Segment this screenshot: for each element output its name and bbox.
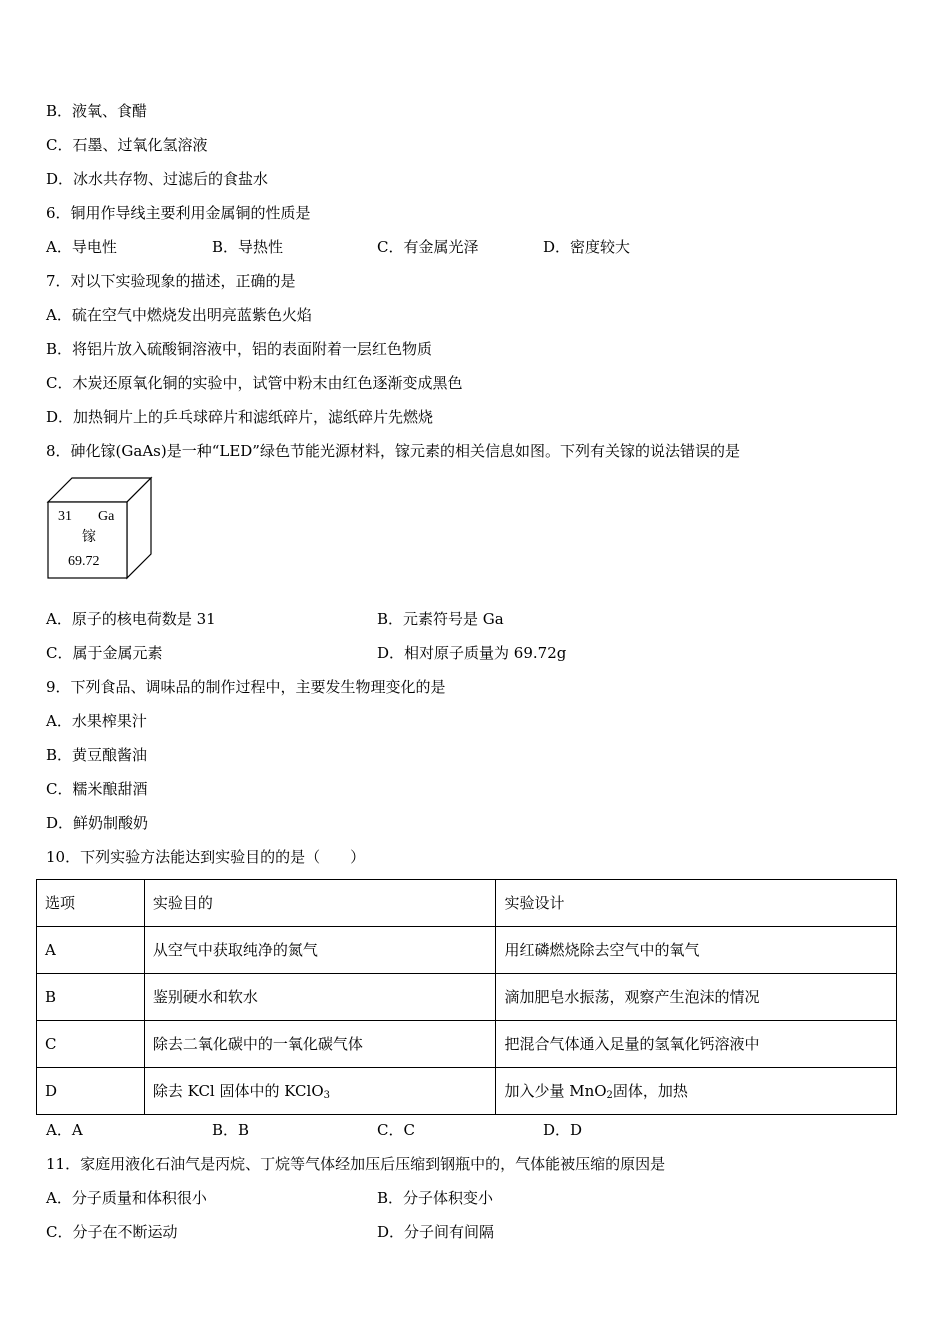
q6-option-c: C．有金属光泽 [377,238,479,256]
table-cell-goal: 鉴别硬水和软水 [144,974,496,1021]
q10-option-c: C．C [377,1121,415,1139]
table-row [37,1021,897,1068]
q8-option-c: C．属于金属元素 [46,644,163,662]
table-header-cell: 选项 [37,880,145,927]
q5-option-b: B．液氧、食醋 [46,102,148,120]
table-cell-option: A [37,927,145,974]
q11-option-b: B．分子体积变小 [377,1189,494,1207]
q6-option-d: D．密度较大 [543,238,631,256]
q8-option-b: B．元素符号是 Ga [377,610,504,628]
q8-option-a: A．原子的核电荷数是 31 [46,610,216,628]
table-cell-option: C [37,1021,145,1068]
q6-stem: 6．铜用作导线主要利用金属铜的性质是 [46,204,311,222]
q9-option-b: B．黄豆酿酱油 [46,746,148,764]
element-symbol: Ga [98,509,115,524]
q8-stem: 8．砷化镓(GaAs)是一种“LED”绿色节能光源材料，镓元素的相关信息如图。下列有关镓的说法错误的是 [46,442,740,460]
element-name: 镓 [82,529,96,545]
table-row [37,927,897,974]
q7-option-b: B．将铝片放入硫酸铜溶液中，铝的表面附着一层红色物质 [46,340,433,358]
q9-stem: 9．下列食品、调味品的制作过程中，主要发生物理变化的是 [46,678,446,696]
q9-option-d: D．鲜奶制酸奶 [46,814,149,832]
q11-option-c: C．分子在不断运动 [46,1223,178,1241]
table-row [37,1068,897,1115]
q10-stem: 10．下列实验方法能达到实验目的的是（ ） [46,848,366,866]
q11-stem: 11．家庭用液化石油气是丙烷、丁烷等气体经加压后压缩到钢瓶中的，气体能被压缩的原因是 [46,1155,666,1173]
q9-option-c: C．糯米酿甜酒 [46,780,148,798]
q9-option-a: A．水果榨果汁 [46,712,147,730]
q5-option-c: C．石墨、过氧化氢溶液 [46,136,208,154]
atomic-number: 31 [58,509,72,524]
design-subscript: 2 [606,1090,613,1101]
atomic-mass: 69.72 [68,554,100,569]
q6-option-b: B．导热性 [212,238,284,256]
q10-option-b: B．B [212,1121,250,1139]
table-cell-option: B [37,974,145,1021]
q8-option-d: D．相对原子质量为 69.72g [377,644,567,662]
design-text: 加入少量 MnO [504,1082,607,1100]
experiment-table [36,879,897,1115]
element-card-gallium [46,476,154,580]
table-cell-goal: 除去二氧化碳中的一氧化碳气体 [144,1021,496,1068]
table-cell-design: 把混合气体通入足量的氢氧化钙溶液中 [496,1021,897,1068]
q7-option-a: A．硫在空气中燃烧发出明亮蓝紫色火焰 [46,306,312,324]
q7-stem: 7．对以下实验现象的描述，正确的是 [46,272,296,290]
design-text-suffix: 固体，加热 [612,1082,688,1100]
table-cell-design: 滴加肥皂水振荡，观察产生泡沫的情况 [496,974,897,1021]
table-header-cell: 实验设计 [496,880,897,927]
q10-option-d: D．D [543,1121,583,1139]
goal-text: 除去 KCl 固体中的 KClO [152,1082,324,1100]
q6-option-a: A．导电性 [46,238,117,256]
table-cell-goal: 从空气中获取纯净的氮气 [144,927,496,974]
table-header-row [37,880,897,927]
table-header-cell: 实验目的 [144,880,496,927]
q10-option-a: A．A [46,1121,83,1139]
q7-option-d: D．加热铜片上的乒乓球碎片和滤纸碎片，滤纸碎片先燃烧 [46,408,434,426]
table-cell-design: 用红磷燃烧除去空气中的氧气 [496,927,897,974]
q7-option-c: C．木炭还原氧化铜的实验中，试管中粉末由红色逐渐变成黑色 [46,374,463,392]
table-cell-option: D [37,1068,145,1115]
q5-option-d: D．冰水共存物、过滤后的食盐水 [46,170,269,188]
table-cell-design [496,1068,897,1115]
element-card-frame [46,476,154,580]
q11-option-d: D．分子间有间隔 [377,1223,495,1241]
table-row [37,974,897,1021]
table-cell-goal [144,1068,496,1115]
q11-option-a: A．分子质量和体积很小 [46,1189,207,1207]
goal-subscript: 3 [323,1090,331,1101]
